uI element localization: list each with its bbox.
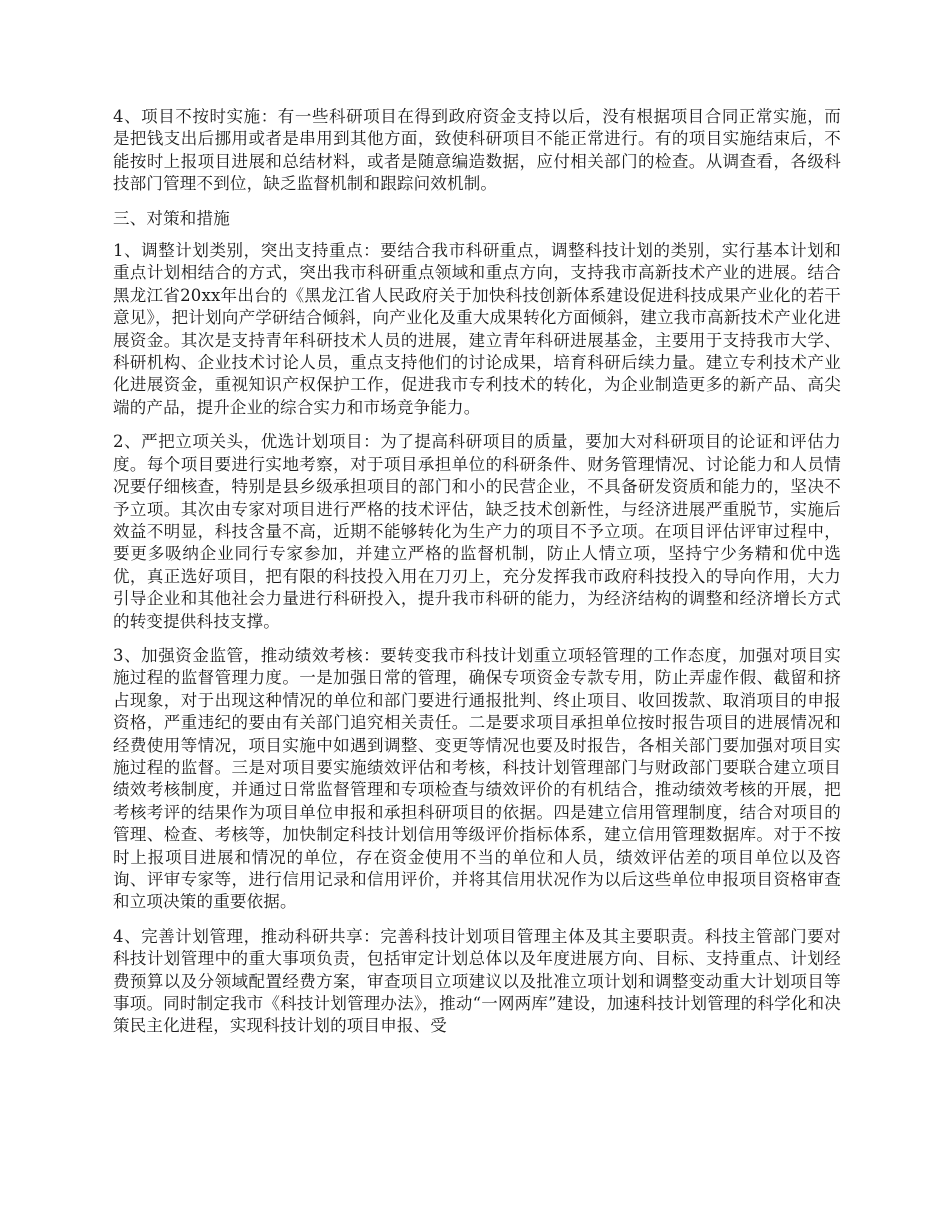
document-page (113, 106, 841, 1050)
paragraph-measure-1: 1、调整计划类别，突出支持重点：要结合我市科研重点，调整科技计划的类别，实行基本计划和重点计划相结合的方式，突出我市科研重点领域和重点方向，支持我市高新技术产业的进展。结合黑龙江省20xx年出台的《黑龙江省人民政府关于加快科技创新体系建设促进科技成果产业化的若干意见》，把计划向产学研结合倾斜，向产业化及重大成果转化方面倾斜，建立我市高新技术产业化进展资金。其次是支持青年科研技术人员的进展，建立青年科研进展基金，主要用于支持我市大学、科研机构、企业技术讨论人员，重点支持他们的讨论成果，培育科研后续力量。建立专利技术产业化进展资金，重视知识产权保护工作，促进我市专利技术的转化，为企业制造更多的新产品、高尖端的产品，提升企业的综合实力和市场竞争能力。 (113, 241, 841, 417)
paragraph-item-4-delay: 4、项目不按时实施：有一些科研项目在得到政府资金支持以后，没有根据项目合同正常实施，而是把钱支出后挪用或者是串用到其他方面，致使科研项目不能正常进行。有的项目实施结束后，不能按时上报项目进展和总结材料，或者是随意编造数据，应付相关部门的检查。从调查看，各级科技部门管理不到位，缺乏监督机制和跟踪问效机制。 (113, 107, 841, 194)
paragraph-measure-4: 4、完善计划管理，推动科研共享：完善科技计划项目管理主体及其主要职责。科技主管部门要对科技计划管理中的重大事项负责，包括审定计划总体以及年度进展方向、目标、支持重点、计划经费预算以及分领域配置经费方案，审查项目立项建议以及批准立项计划和调整变动重大计划项目等事项。同时制定我市《科技计划管理办法》，推动“一网两库”建设，加速科技计划管理的科学化和决策民主化进程，实现科技计划的项目申报、受 (113, 926, 841, 1036)
section-heading-countermeasures: 三、对策和措施 (113, 208, 230, 228)
paragraph-measure-2: 2、严把立项关头，优选计划项目：为了提高科研项目的质量，要加大对科研项目的论证和评估力度。每个项目要进行实地考察，对于项目承担单位的科研条件、财务管理情况、讨论能力和人员情况要仔细核查，特别是县乡级承担项目的部门和小的民营企业，不具备研发资质和能力的，坚决不予立项。其次由专家对项目进行严格的技术评估，缺乏技术创新性，与经济进展严重脱节，实施后效益不明显，科技含量不高，近期不能够转化为生产力的项目不予立项。在项目评估评审过程中，要更多吸纳企业同行专家参加，并建立严格的监督机制，防止人情立项，坚持宁少务精和优中选优，真正选好项目，把有限的科技投入用在刀刃上，充分发挥我市政府科技投入的导向作用，大力引导企业和其他社会力量进行科研投入，提升我市科研的能力，为经济结构的调整和经济增长方式的转变提供科技支撑。 (113, 432, 841, 631)
paragraph-measure-3: 3、加强资金监管，推动绩效考核：要转变我市科技计划重立项轻管理的工作态度，加强对项目实施过程的监督管理力度。一是加强日常的管理，确保专项资金专款专用，防止弄虚作假、截留和挤占现象，对于出现这种情况的单位和部门要进行通报批判、终止项目、收回拨款、取消项目的申报资格，严重违纪的要由有关部门追究相关责任。二是要求项目承担单位按时报告项目的进展情况和经费使用等情况，项目实施中如遇到调整、变更等情况也要及时报告，各相关部门要加强对项目实施过程的监督。三是对项目要实施绩效评估和考核，科技计划管理部门与财政部门要联合建立项目绩效考核制度，并通过日常监督管理和专项检查与绩效评价的有机结合，推动绩效考核的开展，把考核考评的结果作为项目单位申报和承担科研项目的依据。四是建立信用管理制度，结合对项目的管理、检查、考核等，加快制定科技计划信用等级评价指标体系，建立信用管理数据库。对于不按时上报项目进展和情况的单位，存在资金使用不当的单位和人员，绩效评估差的项目单位以及咨询、评审专家等，进行信用记录和信用评价，并将其信用状况作为以后这些单位申报项目资格审查和立项决策的重要依据。 (113, 645, 841, 912)
